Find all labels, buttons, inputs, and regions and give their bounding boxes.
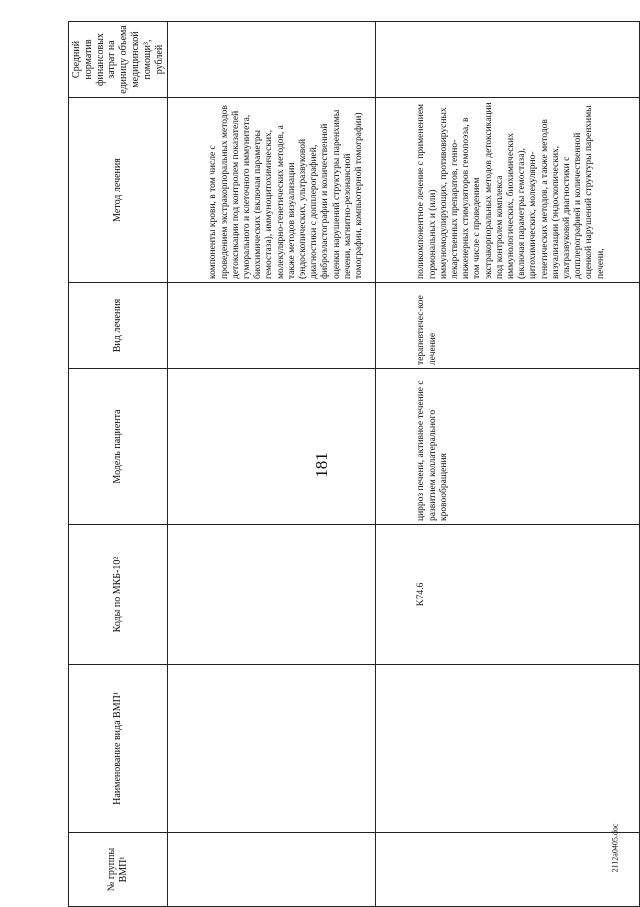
cell-treatment: [168, 283, 376, 369]
page-number: 181: [312, 452, 331, 478]
header-treatment-type: Вид лечения: [69, 283, 168, 369]
cell-code: [168, 525, 376, 665]
document-id: 2112а0405.doc: [610, 823, 620, 873]
rotated-table-canvas: [68, 22, 640, 907]
cell-method: поликомпонентное лечение с применением гормональных и (или) иммуномодулирующих, противовирусных лекарственных препаратов, генно-инженерных стимуляторов гемопоэза, в том числе с проведением экстракорпоральных методов детоксикации под контролем комплекса иммунологических, биохимических (включая параметры гемостаза), цитохимических, молекулярно-генетических методов, а также методов визуализации (эндоскопических, ультразвуковой диагностики с допплерографией и количественной оценкой нарушений структуры паренхимы печени,: [376, 98, 640, 283]
cell-model: цирроз печени, активное течение с развитием коллатерального кровообращения: [376, 369, 640, 525]
header-average-cost: Средний норматив финансовых затрат на единицу объема медицинской помощи³, рублей: [69, 22, 168, 98]
cell-name: [376, 665, 640, 833]
table-row: [376, 22, 640, 907]
cell-model: [168, 369, 376, 525]
cell-treatment: терапевтичес-кое лечение: [376, 283, 640, 369]
header-icd-codes: Коды по МКБ-10²: [69, 525, 168, 665]
cell-cost: [376, 22, 640, 98]
cell-code: K74.6: [376, 525, 640, 665]
cell-method: компоненты крови, в том числе с проведением экстракорпоральных методов детоксикации под контролем показателей гуморального и клеточного иммунитета, биохимических (включая параметры гемостаза), иммуноцитохимических, молекулярно-генетических методов, а также методов визуализации (эндоскопических, ультразвуковой диагностики с допплерографией, фиброэластографии и количественной оценки нарушений структуры паренхимы печени, магнитно-резонансной томографии, компьютерной томографии): [168, 98, 376, 283]
cell-cost: [168, 22, 376, 98]
header-treatment-method: Метод лечения: [69, 98, 168, 283]
cell-name: [168, 665, 376, 833]
table-row: [168, 22, 376, 907]
table-header-row: [69, 22, 168, 907]
cell-group: [168, 833, 376, 907]
cell-group: [376, 833, 640, 907]
header-vmp-name: Наименование вида ВМП¹: [69, 665, 168, 833]
header-group-number: № группы ВМП¹: [69, 833, 168, 907]
treatment-table: [68, 21, 640, 907]
header-patient-model: Модель пациента: [69, 369, 168, 525]
